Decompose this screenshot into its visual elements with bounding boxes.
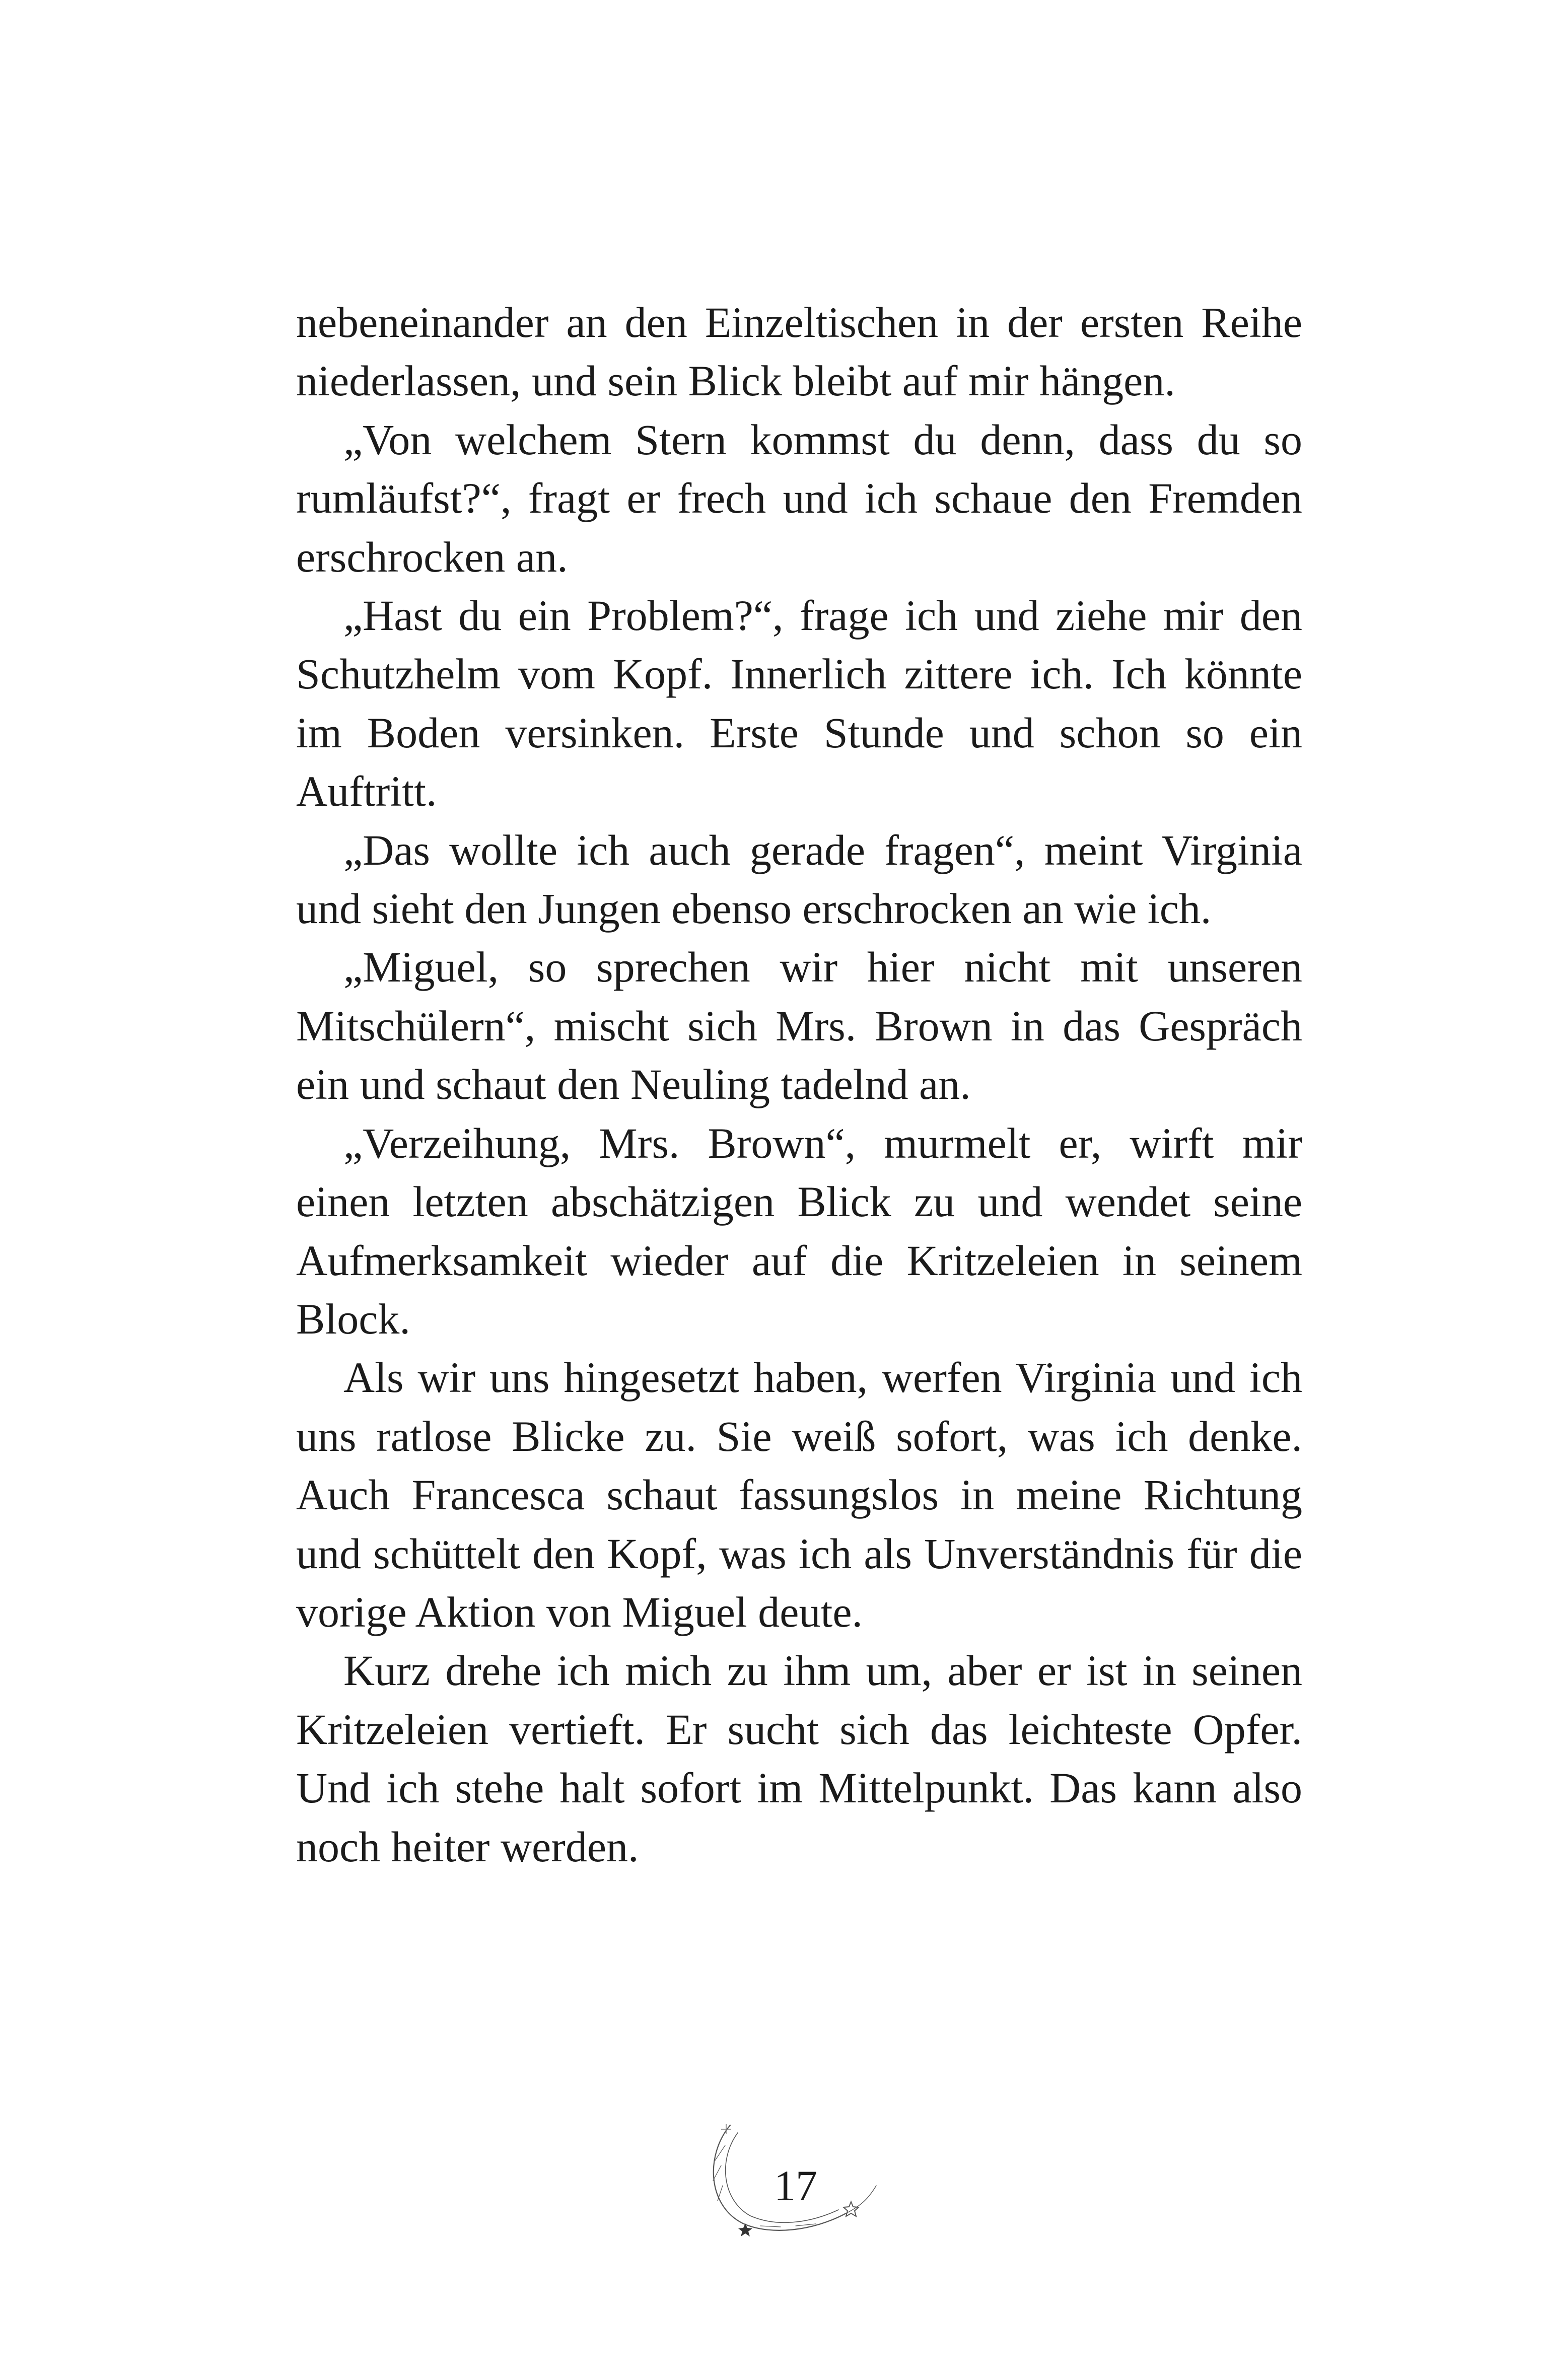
paragraph: nebeneinander an den Einzeltischen in der ersten Reihe niederlassen, und sein Blick bleibt auf mir hängen. [296, 298, 1302, 405]
body-text [296, 293, 1302, 1876]
paragraph: „Miguel, so sprechen wir hier nicht mit unseren Mitschülern“, mischt sich Mrs. Brown in das Gespräch ein und schaut den Neuling tadelnd an. [296, 943, 1302, 1109]
paragraph: „Das wollte ich auch gerade fragen“, meint Virginia und sieht den Jungen ebenso erschrocken an wie ich. [296, 825, 1302, 933]
star-icon [738, 2223, 752, 2236]
paragraph: Kurz drehe ich mich zu ihm um, aber er ist in seinen Kritzeleien vertieft. Er sucht sich das leichteste Opfer. Und ich stehe halt sofort im Mittelpunkt. Das kann also noch heiter werden. [296, 1646, 1302, 1871]
page-number: 17 [774, 2161, 817, 2210]
paragraph: „Hast du ein Problem?“, frage ich und ziehe mir den Schutzhelm vom Kopf. Innerlich zittere ich. Ich könnte im Boden versinken. Erste Stunde und schon so ein Auftritt. [296, 591, 1302, 816]
paragraph: Als wir uns hingesetzt haben, werfen Virginia und ich uns ratlose Blicke zu. Sie weiß sofort, was ich denke. Auch Francesca schaut fassungslos in meine Richtung und schüttelt den Kopf, was ich als Unverständnis für die vorige Aktion von Miguel deute. [296, 1353, 1302, 1636]
paragraph: „Verzeihung, Mrs. Brown“, murmelt er, wirft mir einen letzten abschätzigen Blick zu und wendet seine Aufmerksamkeit wieder auf die Kritzeleien in seinem Block. [296, 1118, 1302, 1343]
paragraph: „Von welchem Stern kommst du denn, dass du so rumläufst?“, fragt er frech und ich schaue den Fremden erschrocken an. [296, 415, 1302, 581]
